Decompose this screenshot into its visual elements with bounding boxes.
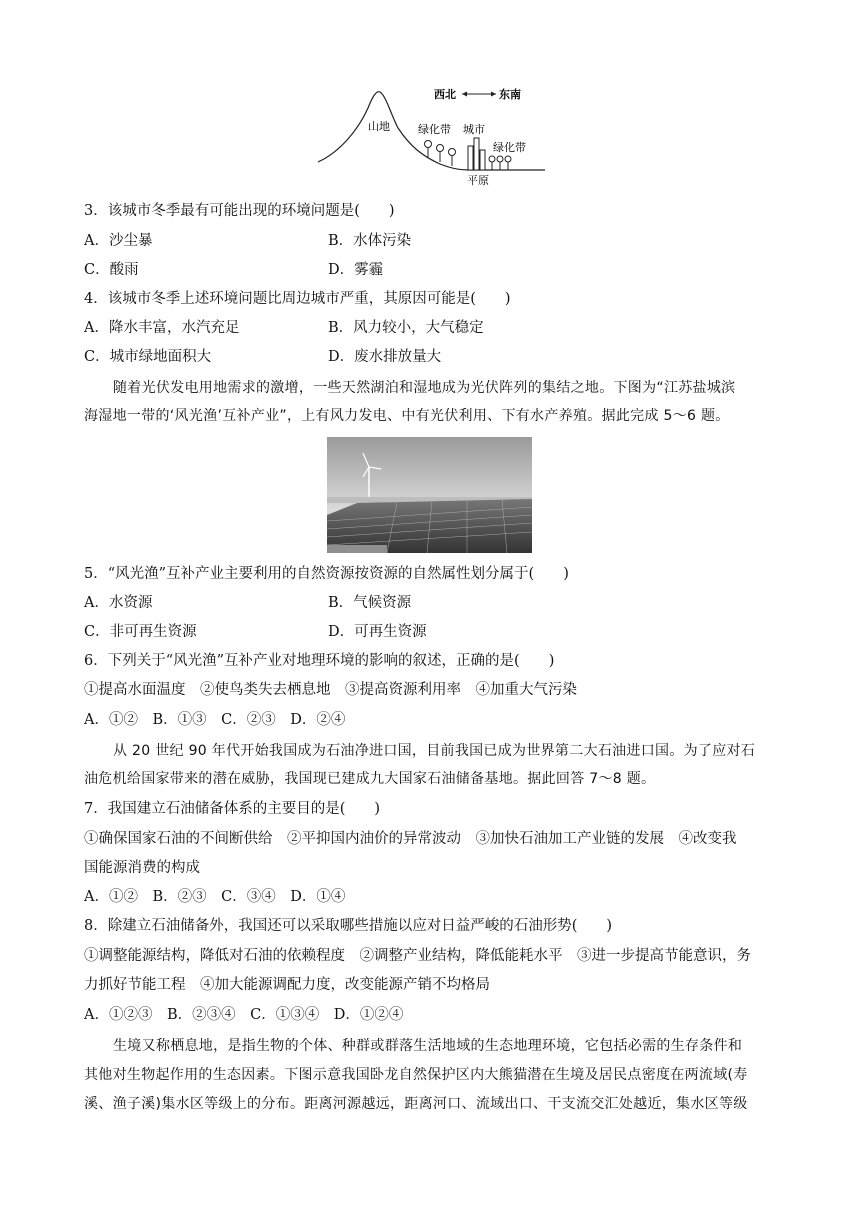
question-4-option-a: A．降水丰富，水汽充足	[84, 320, 240, 336]
question-4-stem: 4．该城市冬季上述环境问题比周边城市严重，其原因可能是( )	[84, 291, 511, 307]
question-8-items-line-2: 力抓好节能工程 ④加大能源调配力度，改变能源产销不均格局	[84, 977, 490, 993]
label-plain: 平原	[467, 174, 489, 187]
question-7-items-line-1: ①确保国家石油的不间断供给 ②平抑国内油价的异常波动 ③加快石油加工产业链的发展 ④改变我	[84, 831, 737, 847]
question-3-option-a: A．沙尘暴	[84, 233, 153, 249]
label-city: 城市	[463, 123, 485, 136]
question-8-options: A．①②③ B．②③④ C．①③④ D．①②④	[84, 1007, 404, 1023]
label-greenbelt-left: 绿化带	[418, 123, 451, 136]
question-5-stem: 5．“风光渔”互补产业主要利用的自然资源按资源的自然属性划分属于( )	[84, 566, 569, 582]
city-buildings-icon	[468, 138, 485, 170]
label-greenbelt-right: 绿化带	[493, 141, 526, 154]
question-7-items-line-2: 国能源消费的构成	[84, 860, 200, 876]
question-7-stem: 7．我国建立石油储备体系的主要目的是( )	[84, 801, 381, 817]
wind-solar-farm-photo	[327, 437, 532, 553]
question-6-options: A．①② B．①③ C．②③ D．②④	[84, 712, 346, 728]
tree-icon	[489, 156, 511, 170]
question-4-option-b: B．风力较小，大气稳定	[328, 320, 484, 336]
question-8-items-line-1: ①调整能源结构，降低对石油的依赖程度 ②调整产业结构，降低能耗水平 ③进一步提高节能意识，务	[84, 948, 751, 964]
passage-1-line-1: 随着光伏发电用地需求的激增，一些天然湖泊和湿地成为光伏阵列的集结之地。下图为“江苏盐城滨	[113, 380, 736, 396]
question-5-option-b: B．气候资源	[328, 595, 412, 611]
direction-southeast: 东南	[499, 88, 521, 101]
question-3-option-c: C．酸雨	[84, 262, 139, 278]
question-5-option-d: D．可再生资源	[328, 624, 427, 640]
passage-2-line-2: 油危机给国家带来的潜在威胁，我国现已建成九大国家石油储备基地。据此回答 7～8 题。	[84, 771, 656, 787]
question-4-option-c: C．城市绿地面积大	[84, 349, 212, 365]
tree-icon	[425, 141, 456, 167]
passage-1-line-2: 海湿地一带的‘风光渔’互补产业”，上有风力发电、中有光伏利用、下有水产养殖。据此完成 5～6 题。	[84, 408, 730, 424]
question-5-option-a: A．水资源	[84, 595, 153, 611]
question-6-items: ①提高水面温度 ②使鸟类失去栖息地 ③提高资源利用率 ④加重大气污染	[84, 682, 577, 698]
question-5-option-c: C．非可再生资源	[84, 624, 197, 640]
question-8-stem: 8．除建立石油储备外，我国还可以采取哪些措施以应对日益严峻的石油形势( )	[84, 918, 613, 934]
passage-3-line-1: 生境又称栖息地，是指生物的个体、种群或群落生活地域的生态地理环境，它包括必需的生存条件和	[113, 1038, 743, 1054]
label-mountain: 山地	[368, 120, 390, 133]
direction-northwest: 西北	[434, 88, 456, 101]
passage-3-line-2: 其他对生物起作用的生态因素。下图示意我国卧龙自然保护区内大熊猫潜在生境及居民点密度在两流域(寿	[84, 1067, 748, 1083]
question-7-options: A．①② B．②③ C．③④ D．①④	[84, 889, 346, 905]
terrain-diagram	[300, 80, 560, 190]
question-4-option-d: D．废水排放量大	[328, 349, 442, 365]
passage-2-line-1: 从 20 世纪 90 年代开始我国成为石油净进口国，目前我国已成为世界第二大石油进口国。为了应对石	[113, 743, 756, 759]
question-3-option-b: B．水体污染	[328, 233, 412, 249]
question-3-option-d: D．雾霾	[328, 262, 384, 278]
question-6-stem: 6．下列关于“风光渔”互补产业对地理环境的影响的叙述，正确的是( )	[84, 653, 555, 669]
passage-3-line-3: 溪、渔子溪)集水区等级上的分布。距离河源越远，距离河口、流域出口、干支流交汇处越近，集水区等级	[84, 1096, 748, 1112]
question-3-stem: 3．该城市冬季最有可能出现的环境问题是( )	[84, 203, 395, 219]
